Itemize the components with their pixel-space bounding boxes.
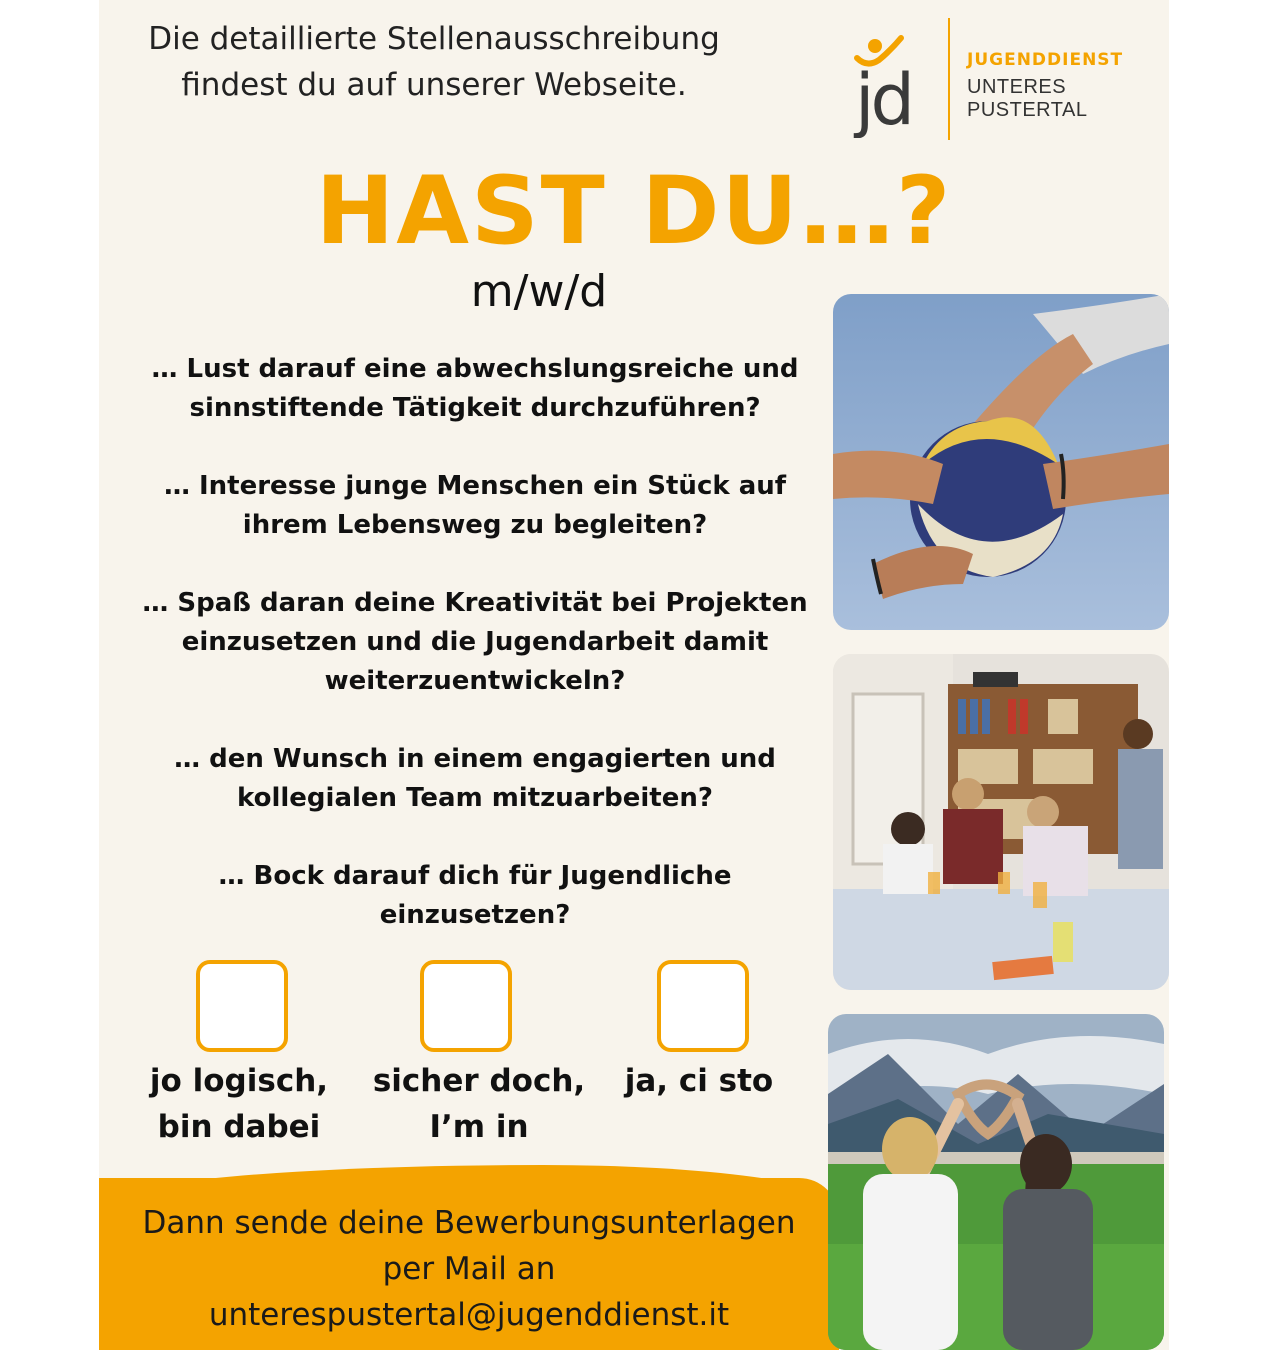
headline: HAST DU…? [315, 157, 953, 266]
option-label-jo-logisch [139, 1058, 339, 1150]
logo-subtitle: UNTERES PUSTERTAL [967, 76, 1088, 121]
logo-divider [948, 18, 950, 140]
option-line: bin dabei [157, 1109, 321, 1145]
option-line: sicher doch, [372, 1063, 586, 1099]
job-poster [99, 0, 1169, 1350]
question-line: einzusetzen und die Jugendarbeit damit [181, 627, 769, 657]
question-line: kollegialen Team mitzuarbeiten? [237, 783, 713, 813]
question-line: … Bock darauf dich für Jugendliche [218, 861, 732, 891]
option-label-sicher-doch [364, 1058, 594, 1150]
intro-text [119, 16, 749, 108]
question-line: … Lust darauf eine abwechslungsreiche und [151, 354, 799, 384]
question-item [139, 857, 811, 935]
question-list [139, 350, 811, 974]
option-line: I’m in [429, 1109, 529, 1145]
cta-email-link[interactable]: unterespustertal@jugenddienst.it [208, 1297, 730, 1333]
question-item [139, 350, 811, 428]
checkbox-ja-ci-sto[interactable] [657, 960, 749, 1052]
checkbox-sicher-doch[interactable] [420, 960, 512, 1052]
option-line: jo logisch, [149, 1063, 329, 1099]
question-line: weiterzuentwickeln? [324, 666, 626, 696]
jd-logo-mark [851, 28, 941, 138]
intro-line-2: findest du auf unserer Webseite. [181, 67, 687, 103]
photo-hands-ball [833, 294, 1169, 630]
option-label-ja-ci-sto [609, 1058, 789, 1104]
question-line: … den Wunsch in einem engagierten und [174, 744, 776, 774]
option-line: ja, ci sto [624, 1063, 774, 1099]
question-item [139, 740, 811, 818]
question-line: … Interesse junge Menschen ein Stück auf [163, 471, 787, 501]
question-item [139, 584, 811, 701]
photo-kids-table [833, 654, 1169, 990]
checkbox-jo-logisch[interactable] [196, 960, 288, 1052]
question-line: … Spaß daran deine Kreativität bei Projekten [142, 588, 808, 618]
question-line: sinnstiftende Tätigkeit durchzuführen? [189, 393, 761, 423]
photo-girls-meadow [828, 1014, 1164, 1350]
question-line: einzusetzen? [379, 900, 571, 930]
question-item [139, 467, 811, 545]
logo-name: JUGENDDIENST [967, 50, 1124, 70]
intro-line-1: Die detaillierte Stellenausschreibung [148, 21, 720, 57]
logo-mark-text: jd [855, 59, 911, 138]
cta-line-1: Dann sende deine Bewerbungsunterlagen [142, 1205, 796, 1241]
gender-note: m/w/d [470, 266, 608, 317]
question-line: ihrem Lebensweg zu begleiten? [242, 510, 708, 540]
cta-line-2: per Mail an [382, 1251, 556, 1287]
cta-text [99, 1200, 839, 1338]
jugenddienst-logo [851, 18, 1161, 140]
